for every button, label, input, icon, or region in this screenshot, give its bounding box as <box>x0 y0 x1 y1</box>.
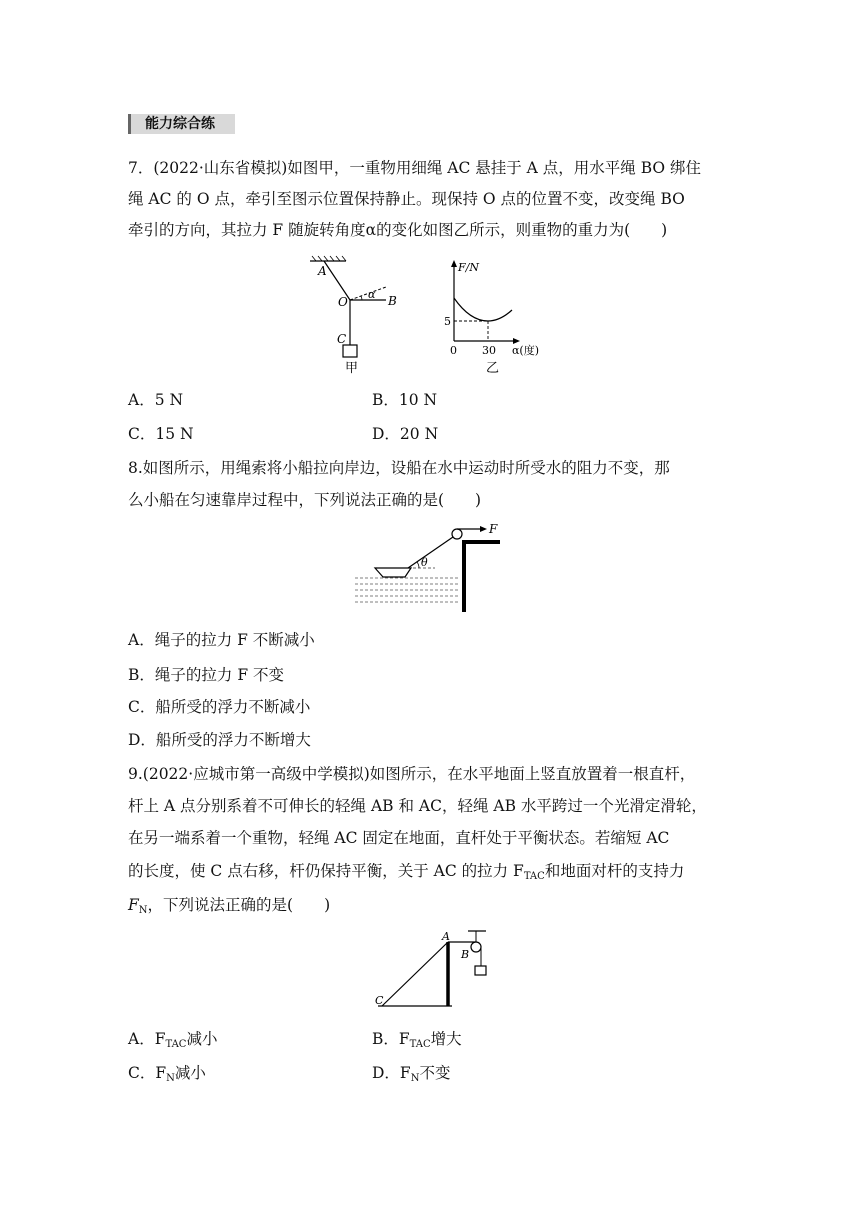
force-arrow <box>480 526 487 532</box>
q7-option-d: D．20 N <box>372 425 439 443</box>
q9-figure <box>370 928 500 1010</box>
q7-option-a: A．5 N <box>128 391 184 409</box>
y-axis-label: F/N <box>458 261 479 274</box>
q9-option-b-post: 增大 <box>430 1030 462 1048</box>
label-B: B <box>461 948 470 961</box>
q9-option-b-sub: TAC <box>409 1039 431 1050</box>
q9-line-4-text: 的长度，使 C 点右移，杆仍保持平衡，关于 AC 的拉力 F <box>128 862 524 880</box>
boat <box>375 568 411 577</box>
q9-option-a-post: 减小 <box>186 1030 218 1048</box>
caption-right: 乙 <box>486 361 500 376</box>
q8-line-2: 么小船在匀速靠岸过程中，下列说法正确的是( ) <box>128 491 482 509</box>
theta-label: θ <box>421 556 428 569</box>
q9-line-2: 杆上 A 点分别系着不可伸长的轻绳 AB 和 AC，轻绳 AB 水平跨过一个光滑定滑轮， <box>128 797 707 815</box>
q8-option-c: C．船所受的浮力不断减小 <box>128 698 311 716</box>
q9-line-5-f: F <box>128 896 139 914</box>
weight-box <box>343 345 357 357</box>
q9-option-d-pre: D．F <box>372 1064 411 1082</box>
q9-option-c-pre: C．F <box>128 1064 167 1082</box>
rope-AC <box>382 942 448 1006</box>
label-B: B <box>388 294 397 308</box>
origin-label: 0 <box>450 344 457 357</box>
force-label: F <box>489 522 498 536</box>
label-A: A <box>442 930 450 943</box>
label-A: A <box>318 264 327 278</box>
q9-line-5-text: ，下列说法正确的是( ) <box>147 896 331 914</box>
y-axis-arrow <box>451 260 457 267</box>
alpha-arc <box>361 296 362 300</box>
section-tag <box>128 114 235 134</box>
pulley <box>452 529 462 539</box>
q9-option-c-sub: N <box>166 1073 175 1084</box>
theta-arc <box>417 562 419 568</box>
q9-option-d-sub: N <box>410 1073 420 1084</box>
rope <box>408 537 453 568</box>
q9-sub-n: N <box>138 905 148 916</box>
label-C: C <box>337 332 347 346</box>
curve-F-alpha <box>454 298 512 321</box>
caption-left: 甲 <box>345 361 359 376</box>
x-tick-30: 30 <box>482 344 496 357</box>
q9-option-a-pre: A．F <box>128 1030 166 1048</box>
label-C: C <box>375 994 384 1007</box>
q9-option-c-post: 减小 <box>174 1064 206 1082</box>
q9-line-5 <box>128 895 330 921</box>
q9-option-b-pre: B．F <box>372 1030 410 1048</box>
section-title: 能力综合练 <box>145 116 215 132</box>
q7-line-3: 牵引的方向，其拉力 F 随旋转角度α的变化如图乙所示，则重物的重力为( ) <box>128 221 668 239</box>
q8-option-a: A．绳子的拉力 F 不断减小 <box>128 631 315 649</box>
q9-option-d <box>372 1063 450 1089</box>
q9-line-4-end: 和地面对杆的支持力 <box>544 862 685 880</box>
y-tick-5: 5 <box>444 315 451 328</box>
weight <box>475 966 486 975</box>
q9-line-1: 9.(2022·应城市第一高级中学模拟)如图所示，在水平地面上竖直放置着一根直杆， <box>128 765 696 783</box>
q9-option-a-sub: TAC <box>165 1039 187 1050</box>
q7-option-c: C．15 N <box>128 425 194 443</box>
q9-option-c <box>128 1063 206 1089</box>
q9-option-a <box>128 1029 217 1055</box>
q9-sub-tac: TAC <box>523 871 545 882</box>
q7-line-2: 绳 AC 的 O 点，牵引至图示位置保持静止。现保持 O 点的位置不变，改变绳 BO <box>128 190 685 208</box>
q9-line-3: 在另一端系着一个重物，轻绳 AC 固定在地面，直杆处于平衡状态。若缩短 AC <box>128 829 670 847</box>
label-O: O <box>338 295 348 309</box>
x-axis-label: α(度) <box>512 344 540 357</box>
q9-option-d-post: 不变 <box>419 1064 451 1082</box>
q8-option-b: B．绳子的拉力 F 不变 <box>128 666 284 684</box>
q9-line-4 <box>128 861 684 887</box>
q7-figure-right <box>440 258 560 376</box>
q7-option-b: B．10 N <box>372 391 438 409</box>
q7-figure-left <box>300 255 410 375</box>
label-alpha: α <box>368 288 376 301</box>
ceiling-hatch <box>312 256 346 261</box>
q8-option-d: D．船所受的浮力不断增大 <box>128 731 311 749</box>
water-lines <box>355 578 460 602</box>
q9-option-b <box>372 1029 462 1055</box>
pulley-B <box>471 942 481 952</box>
q7-line-1: 7．(2022·山东省模拟)如图甲，一重物用细绳 AC 悬挂于 A 点，用水平绳 BO 绑住 <box>128 159 702 177</box>
q8-figure <box>355 520 505 615</box>
q8-line-1: 8.如图所示，用绳索将小船拉向岸边，设船在水中运动时所受水的阻力不变，那 <box>128 459 670 477</box>
